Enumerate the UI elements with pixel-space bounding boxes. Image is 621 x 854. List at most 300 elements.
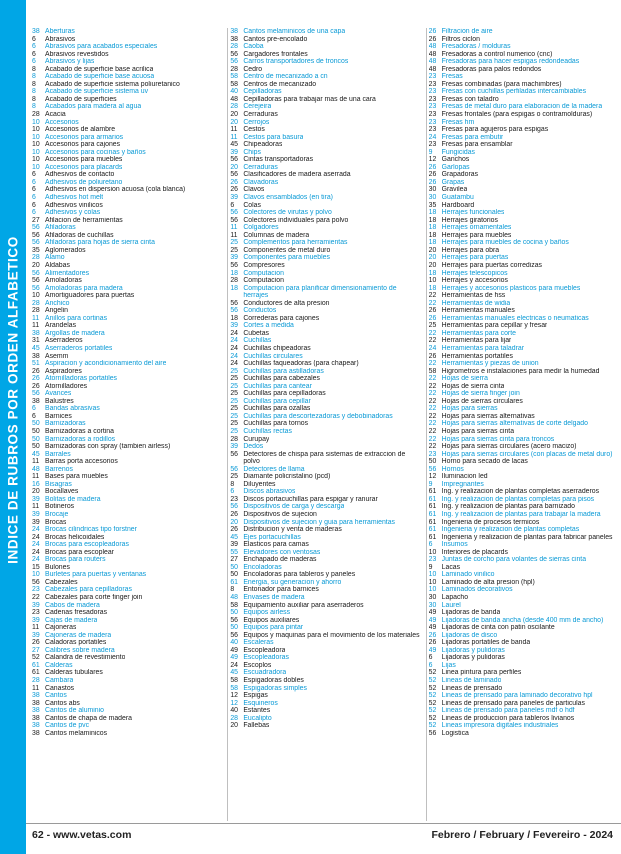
entry-label: Colas bbox=[243, 201, 261, 209]
entry-label: Ingenieria y realizacion de plantas completas bbox=[441, 526, 580, 534]
entry-page-number: 26 bbox=[428, 639, 437, 647]
index-entry bbox=[429, 647, 618, 655]
entry-label: Fresas bbox=[441, 73, 463, 81]
entry-label: Lapacho bbox=[441, 594, 469, 602]
index-entry bbox=[32, 186, 221, 194]
entry-label: Cerrojos bbox=[243, 118, 270, 126]
index-entry bbox=[429, 420, 618, 428]
entry-page-number: 26 bbox=[428, 171, 437, 179]
index-entry bbox=[230, 270, 419, 278]
index-entry bbox=[32, 632, 221, 640]
index-entry bbox=[32, 624, 221, 632]
entry-label: Acabado de superficie base acuosa bbox=[45, 73, 155, 81]
index-entry bbox=[230, 368, 419, 376]
index-entry bbox=[429, 81, 618, 89]
entry-label: Dispositivos de carga y descarga bbox=[243, 503, 345, 511]
index-entry bbox=[230, 707, 419, 715]
entry-label: Ganchos bbox=[441, 156, 470, 164]
index-entry bbox=[429, 103, 618, 111]
entry-page-number: 24 bbox=[428, 344, 437, 352]
entry-page-number: 22 bbox=[428, 382, 437, 390]
entry-label: Cantos melaminicos de una capa bbox=[243, 28, 346, 35]
index-entry bbox=[230, 556, 419, 564]
entry-label: Adhesivos de poliuretano bbox=[45, 178, 123, 186]
entry-page-number: 24 bbox=[32, 533, 40, 541]
index-entry bbox=[429, 549, 618, 557]
entry-page-number: 11 bbox=[32, 314, 40, 322]
index-entry bbox=[230, 307, 419, 315]
index-entry bbox=[429, 247, 618, 255]
entry-page-number: 25 bbox=[230, 390, 238, 398]
index-entry bbox=[32, 390, 221, 398]
entry-page-number: 58 bbox=[230, 80, 238, 88]
entry-page-number: 49 bbox=[428, 616, 437, 624]
entry-label: Aglomerados bbox=[45, 246, 86, 254]
index-entry bbox=[230, 564, 419, 572]
entry-page-number: 26 bbox=[428, 28, 437, 35]
index-entry bbox=[32, 579, 221, 587]
index-entry bbox=[429, 654, 618, 662]
index-entry bbox=[230, 239, 419, 247]
entry-page-number: 50 bbox=[32, 420, 40, 428]
index-entry bbox=[32, 164, 221, 172]
entry-page-number: 10 bbox=[428, 571, 437, 579]
entry-label: Discos portacuchillas para espigar y ranurar bbox=[243, 495, 378, 503]
index-entry bbox=[32, 81, 221, 89]
entry-label: Complementos para herramientas bbox=[243, 239, 348, 247]
entry-page-number: 48 bbox=[428, 43, 437, 51]
index-entry bbox=[429, 669, 618, 677]
entry-label: Cuchillas circulares bbox=[243, 352, 303, 360]
entry-label: Espigadoras dobles bbox=[243, 677, 304, 685]
entry-page-number: 6 bbox=[428, 541, 433, 549]
entry-page-number: 10 bbox=[428, 586, 437, 594]
entry-page-number: 15 bbox=[32, 563, 40, 571]
entry-label: Colgadores bbox=[243, 224, 279, 232]
entry-label: Cargadores frontales bbox=[243, 50, 308, 58]
entry-label: Fungicidas bbox=[441, 148, 475, 156]
index-entry bbox=[429, 360, 618, 368]
entry-page-number: 11 bbox=[32, 458, 40, 466]
entry-page-number: 58 bbox=[230, 601, 238, 609]
entry-label: Brocas para routers bbox=[45, 556, 106, 564]
entry-page-number bbox=[230, 458, 243, 466]
entry-label: Barnizadoras bbox=[45, 420, 86, 428]
index-entry bbox=[230, 685, 419, 693]
entry-page-number: 28 bbox=[32, 111, 40, 119]
index-entry bbox=[32, 345, 221, 353]
entry-page-number: 58 bbox=[230, 684, 238, 692]
index-entry bbox=[429, 262, 618, 270]
index-entry bbox=[230, 330, 419, 338]
entry-label: Hojas de sierra cinta bbox=[441, 382, 505, 390]
index-entry bbox=[32, 179, 221, 187]
index-entry bbox=[230, 647, 419, 655]
entry-page-number: 61 bbox=[428, 533, 437, 541]
page-footer bbox=[26, 823, 621, 845]
index-entry bbox=[429, 662, 618, 670]
entry-page-number: 22 bbox=[428, 435, 437, 443]
entry-label: Escopleadoras bbox=[243, 654, 289, 662]
entry-label: Juntas de corcho para volantes de sierras cinta bbox=[441, 556, 587, 564]
entry-page-number: 58 bbox=[230, 677, 238, 685]
entry-label: Adhesivos hot melt bbox=[45, 194, 104, 202]
entry-label: Espigas bbox=[243, 692, 268, 700]
index-entry bbox=[230, 451, 419, 459]
entry-label: Acabados para madera al agua bbox=[45, 103, 142, 111]
index-entry bbox=[230, 179, 419, 187]
entry-label: Canastos bbox=[45, 684, 75, 692]
index-entry bbox=[32, 36, 221, 44]
entry-page-number: 8 bbox=[32, 95, 36, 103]
index-entry bbox=[429, 503, 618, 511]
entry-label: Afilacion de herramientas bbox=[45, 216, 123, 224]
index-entry bbox=[32, 594, 221, 602]
entry-page-number: 23 bbox=[428, 103, 437, 111]
entry-page-number: 39 bbox=[230, 254, 238, 262]
index-entry bbox=[230, 519, 419, 527]
entry-page-number: 22 bbox=[428, 375, 437, 383]
entry-label: Argollas de madera bbox=[45, 329, 105, 337]
index-entry bbox=[230, 51, 419, 59]
entry-page-number: 9 bbox=[428, 480, 433, 488]
index-entry bbox=[230, 700, 419, 708]
index-entry bbox=[32, 647, 221, 655]
index-entry bbox=[32, 654, 221, 662]
entry-page-number: 24 bbox=[230, 352, 238, 360]
index-entry bbox=[429, 73, 618, 81]
entry-page-number: 50 bbox=[230, 563, 238, 571]
entry-page-number: 56 bbox=[230, 465, 238, 473]
entry-label: Cedro bbox=[243, 65, 263, 73]
entry-label: Entonador para barnices bbox=[243, 586, 319, 594]
index-entry bbox=[32, 73, 221, 81]
entry-page-number: 50 bbox=[32, 443, 40, 451]
index-entry bbox=[32, 119, 221, 127]
entry-page-number: 26 bbox=[428, 178, 437, 186]
index-entry bbox=[230, 300, 419, 308]
entry-label: Equipos airless bbox=[243, 609, 291, 617]
index-entry bbox=[230, 586, 419, 594]
entry-label: Acacia bbox=[45, 111, 66, 119]
index-entry bbox=[32, 511, 221, 519]
entry-page-number: 58 bbox=[230, 73, 238, 81]
entry-page-number: 8 bbox=[32, 65, 36, 73]
entry-page-number: 11 bbox=[32, 322, 40, 330]
entry-page-number: 10 bbox=[32, 292, 40, 300]
entry-page-number: 23 bbox=[428, 95, 437, 103]
entry-page-number: 12 bbox=[230, 699, 238, 707]
entry-label: Herrajes para obra bbox=[441, 246, 500, 254]
entry-label: Correderas para cajones bbox=[243, 314, 320, 322]
entry-label: Cajoneras de madera bbox=[45, 631, 112, 639]
index-entry bbox=[230, 692, 419, 700]
index-entry bbox=[429, 428, 618, 436]
entry-page-number: 50 bbox=[428, 458, 437, 466]
entry-label: Colectores individuales para polvo bbox=[243, 216, 349, 224]
entry-label: Cuchillas para cepilladoras bbox=[243, 390, 326, 398]
entry-label: Cantos de pvc bbox=[45, 722, 90, 730]
entry-page-number: 24 bbox=[230, 337, 238, 345]
entry-page-number: 20 bbox=[230, 111, 238, 119]
entry-page-number: 24 bbox=[32, 548, 40, 556]
entry-label: Clavadoras bbox=[243, 178, 279, 186]
entry-label: Clavos ensamblados (en tira) bbox=[243, 194, 333, 202]
entry-label: Cantos pre-encolado bbox=[243, 35, 308, 43]
entry-page-number: 58 bbox=[428, 367, 437, 375]
entry-page-number: 39 bbox=[230, 443, 238, 451]
entry-label: Acabado de superficie sistema poliuretanico bbox=[45, 80, 180, 88]
entry-label: Bandas abrasivas bbox=[45, 405, 100, 413]
entry-label: Amortiguadores para puertas bbox=[45, 292, 135, 300]
entry-label: Accesorios para placards bbox=[45, 163, 123, 171]
entry-label: Cabezales para cepilladoras bbox=[45, 586, 132, 594]
entry-label: Cuchillas para tornos bbox=[243, 420, 309, 428]
entry-label: Estantes bbox=[243, 707, 271, 715]
entry-page-number: 22 bbox=[428, 337, 437, 345]
entry-page-number: 50 bbox=[32, 435, 40, 443]
index-entry bbox=[429, 209, 618, 217]
entry-label: Eucalipto bbox=[243, 714, 272, 722]
index-entry bbox=[32, 337, 221, 345]
index-entry bbox=[32, 368, 221, 376]
entry-label: Calandra de revestimiento bbox=[45, 654, 126, 662]
index-entry bbox=[32, 564, 221, 572]
entry-page-number: 10 bbox=[32, 141, 40, 149]
entry-page-number: 23 bbox=[230, 495, 238, 503]
entry-label: Lineas de prensado para laminado decorativo hpl bbox=[441, 692, 593, 700]
index-entry bbox=[32, 254, 221, 262]
index-entry bbox=[230, 654, 419, 662]
index-entry bbox=[230, 503, 419, 511]
entry-label: Botineros bbox=[45, 503, 75, 511]
index-entry bbox=[429, 202, 618, 210]
entry-page-number: 18 bbox=[428, 231, 437, 239]
entry-label: Herrajes giratorios bbox=[441, 216, 498, 224]
entry-page-number: 20 bbox=[428, 261, 437, 269]
entry-label: Cajas de madera bbox=[45, 616, 98, 624]
index-entry bbox=[32, 669, 221, 677]
index-entry bbox=[429, 368, 618, 376]
index-entry bbox=[230, 43, 419, 51]
entry-page-number: 38 bbox=[32, 699, 40, 707]
entry-page-number: 22 bbox=[32, 594, 40, 602]
entry-page-number: 26 bbox=[428, 163, 437, 171]
entry-page-number: 22 bbox=[428, 292, 437, 300]
entry-page-number: 56 bbox=[230, 58, 238, 66]
sidebar bbox=[0, 0, 26, 854]
entry-label: Herramientas para cepillar y fresar bbox=[441, 322, 548, 330]
index-entry bbox=[429, 443, 618, 451]
entry-label: Afiladoras para hojas de sierra cinta bbox=[45, 239, 155, 247]
entry-page-number: 23 bbox=[428, 556, 437, 564]
entry-page-number: 25 bbox=[230, 397, 238, 405]
index-entry bbox=[32, 156, 221, 164]
index-entry bbox=[230, 375, 419, 383]
entry-page-number: 55 bbox=[230, 548, 238, 556]
index-entry bbox=[230, 96, 419, 104]
index-entry bbox=[230, 602, 419, 610]
entry-label: Caoba bbox=[243, 43, 264, 51]
entry-page-number: 6 bbox=[32, 58, 36, 66]
entry-page-number: 25 bbox=[230, 367, 238, 375]
entry-label: Barnizadoras a cortina bbox=[45, 427, 114, 435]
entry-label: polvo bbox=[243, 458, 260, 466]
entry-page-number: 52 bbox=[32, 654, 40, 662]
entry-label: Fresas hm bbox=[441, 118, 475, 126]
entry-page-number: 9 bbox=[428, 148, 433, 156]
index-entry bbox=[32, 586, 221, 594]
entry-label: Burletes para puertas y ventanas bbox=[45, 571, 147, 579]
entry-page-number: 61 bbox=[428, 495, 437, 503]
entry-label: Colectores de virutas y polvo bbox=[243, 209, 332, 217]
entry-page-number: 26 bbox=[32, 367, 40, 375]
entry-label: Clasificadores de madera aserrada bbox=[243, 171, 351, 179]
entry-page-number: 56 bbox=[230, 156, 238, 164]
index-entry bbox=[32, 436, 221, 444]
entry-label: Barras porta accesorios bbox=[45, 458, 118, 466]
index-entry bbox=[230, 194, 419, 202]
index-entry bbox=[32, 526, 221, 534]
entry-page-number: 61 bbox=[230, 578, 238, 586]
entry-label: Herramientas para corte bbox=[441, 329, 516, 337]
entry-label: Laminados decorativos bbox=[441, 586, 513, 594]
index-entry bbox=[230, 285, 419, 293]
index-entry bbox=[429, 307, 618, 315]
entry-label: Bocallaves bbox=[45, 488, 79, 496]
entry-page-number: 30 bbox=[428, 186, 437, 194]
entry-page-number: 23 bbox=[428, 141, 437, 149]
entry-page-number: 56 bbox=[230, 171, 238, 179]
entry-label: Fresas con cuchillas perfiladas intercambiables bbox=[441, 88, 587, 96]
entry-page-number: 48 bbox=[428, 58, 437, 66]
entry-label: Herrajes funcionales bbox=[441, 209, 505, 217]
entry-page-number: 56 bbox=[428, 465, 437, 473]
index-entry bbox=[429, 624, 618, 632]
entry-label: Asemm bbox=[45, 352, 69, 360]
entry-label: Ejes portacuchillas bbox=[243, 533, 301, 541]
entry-page-number: 28 bbox=[230, 277, 238, 285]
entry-page-number: 8 bbox=[230, 480, 235, 488]
entry-label: Cabos de madera bbox=[45, 601, 100, 609]
index-entry bbox=[230, 224, 419, 232]
entry-page-number: 38 bbox=[230, 35, 238, 43]
entry-page-number: 56 bbox=[32, 390, 40, 398]
entry-label: Discos abrasivos bbox=[243, 488, 296, 496]
index-entry bbox=[429, 413, 618, 421]
entry-label: Hardboard bbox=[441, 201, 475, 209]
index-entry bbox=[429, 511, 618, 519]
index-entry bbox=[429, 534, 618, 542]
entry-page-number: 28 bbox=[32, 299, 40, 307]
entry-label: Bolitas de madera bbox=[45, 495, 101, 503]
index-entry bbox=[429, 58, 618, 66]
index-entry bbox=[230, 262, 419, 270]
index-entry bbox=[230, 156, 419, 164]
entry-label: Fresadoras para hacer espigas redondeadas bbox=[441, 58, 580, 66]
index-entry bbox=[32, 134, 221, 142]
index-column-1 bbox=[32, 28, 221, 821]
entry-page-number: 45 bbox=[32, 450, 40, 458]
entry-label: Fresas combinadas (para machimbres) bbox=[441, 80, 562, 88]
index-entry bbox=[32, 149, 221, 157]
entry-label: Accesorios para cajones bbox=[45, 141, 121, 149]
index-entry bbox=[230, 209, 419, 217]
index-entry bbox=[429, 134, 618, 142]
index-entry bbox=[230, 617, 419, 625]
index-entry bbox=[32, 239, 221, 247]
index-entry bbox=[429, 700, 618, 708]
entry-label: Herramientas de widia bbox=[441, 299, 511, 307]
entry-page-number: 23 bbox=[428, 111, 437, 119]
index-entry bbox=[429, 194, 618, 202]
entry-page-number: 23 bbox=[428, 80, 437, 88]
entry-page-number: 12 bbox=[428, 156, 437, 164]
index-entry bbox=[32, 730, 221, 738]
entry-label: Lineas de prensado bbox=[441, 684, 503, 692]
entry-page-number: 25 bbox=[230, 246, 238, 254]
index-entry bbox=[32, 617, 221, 625]
entry-page-number: 22 bbox=[428, 329, 437, 337]
entry-label: Herramientas manuales electricas o neumaticas bbox=[441, 314, 589, 322]
entry-label: Accesorios de alambre bbox=[45, 126, 116, 134]
entry-label: Lijadoras y pulidoras bbox=[441, 646, 505, 654]
entry-page-number: 23 bbox=[428, 73, 437, 81]
entry-label: Insumos bbox=[441, 541, 468, 549]
footer-page-url[interactable]: 62 - www.vetas.com bbox=[32, 828, 132, 841]
entry-page-number: 52 bbox=[428, 714, 437, 722]
entry-page-number: 61 bbox=[32, 669, 40, 677]
index-entry bbox=[32, 405, 221, 413]
entry-label: Lineas de produccion para tableros livianos bbox=[441, 714, 575, 722]
entry-page-number: 10 bbox=[32, 148, 40, 156]
index-entry bbox=[429, 28, 618, 36]
entry-label: Lacas bbox=[441, 563, 461, 571]
index-entry bbox=[32, 171, 221, 179]
index-entry bbox=[32, 451, 221, 459]
index-entry bbox=[32, 685, 221, 693]
index-entry bbox=[230, 624, 419, 632]
index-entry bbox=[32, 270, 221, 278]
index-entry bbox=[32, 443, 221, 451]
entry-label: Bulones bbox=[45, 563, 70, 571]
entry-label: Gravilea bbox=[441, 186, 468, 194]
index-entry bbox=[230, 353, 419, 361]
entry-page-number: 30 bbox=[428, 601, 437, 609]
index-entry bbox=[32, 398, 221, 406]
index-entry bbox=[429, 458, 618, 466]
entry-page-number: 28 bbox=[32, 677, 40, 685]
index-entry bbox=[429, 451, 618, 459]
index-entry bbox=[32, 556, 221, 564]
entry-label: Avances bbox=[45, 390, 72, 398]
index-entry bbox=[429, 375, 618, 383]
index-entry bbox=[429, 353, 618, 361]
index-entry bbox=[32, 662, 221, 670]
index-entry bbox=[230, 73, 419, 81]
index-entry bbox=[429, 111, 618, 119]
index-entry bbox=[32, 413, 221, 421]
entry-label: Interiores de placards bbox=[441, 548, 508, 556]
entry-page-number: 52 bbox=[428, 722, 437, 730]
side-title: INDICE DE RUBROS POR ORDEN ALFABETICO bbox=[5, 236, 21, 564]
entry-label: Herramientas y piezas de union bbox=[441, 360, 539, 368]
index-entry bbox=[230, 36, 419, 44]
entry-page-number: 8 bbox=[32, 88, 36, 96]
index-entry bbox=[429, 51, 618, 59]
entry-label: Herramientas para lijar bbox=[441, 337, 512, 345]
entry-page-number: 6 bbox=[32, 50, 36, 58]
